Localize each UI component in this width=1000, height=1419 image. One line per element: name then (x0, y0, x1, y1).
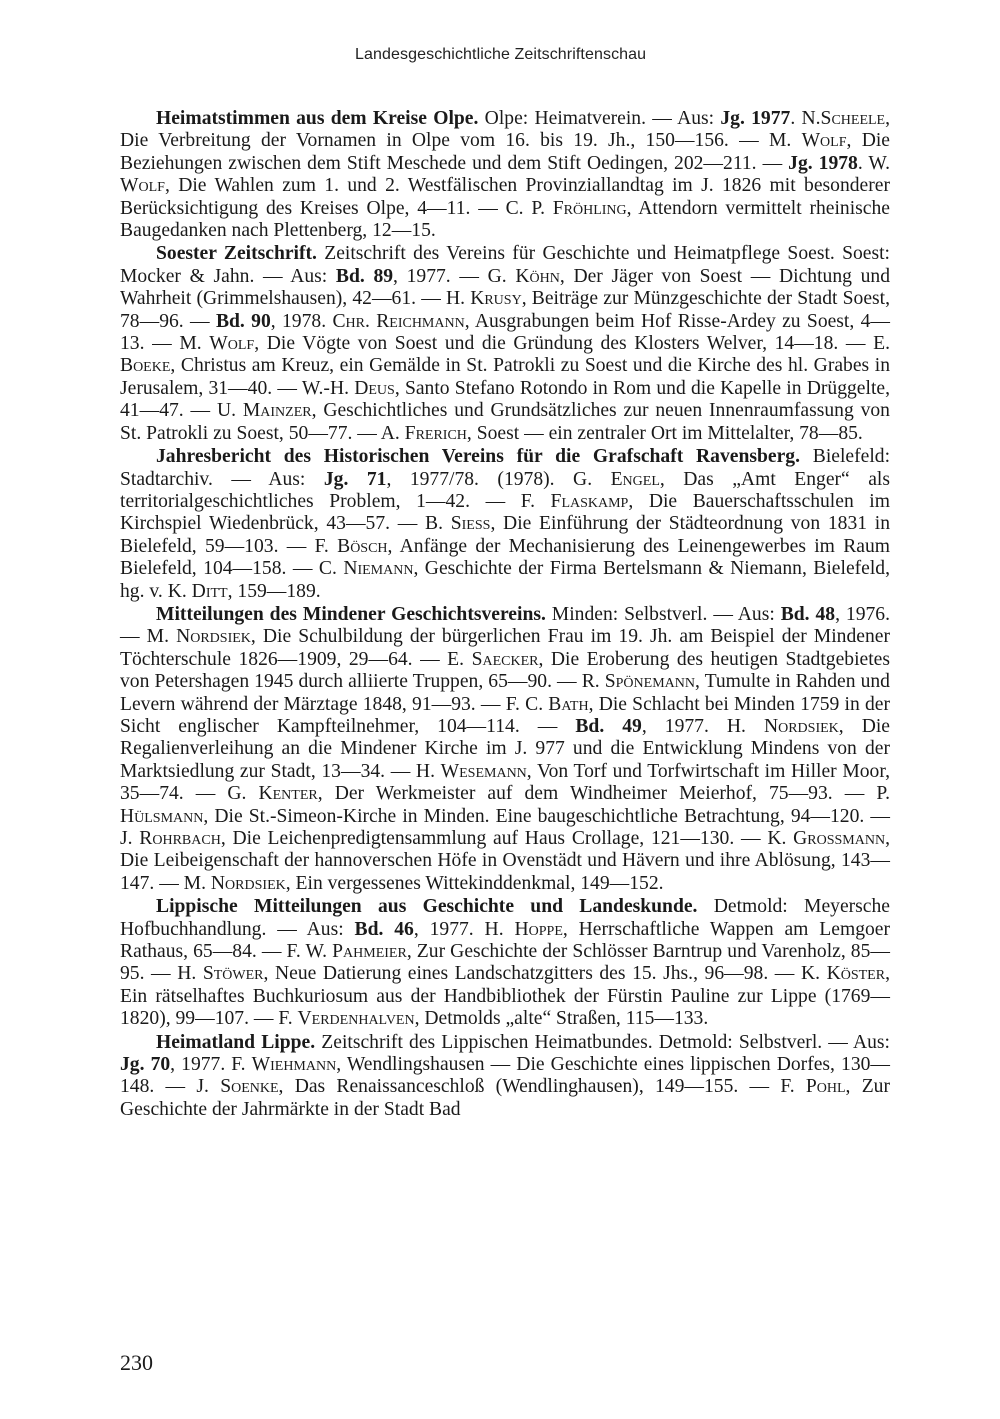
entry-text: , 1978. (270, 310, 333, 332)
bold-term: Bd. 89 (335, 265, 394, 287)
entry-text: , Attendorn vermittelt rheinische Baugedanken nach Plettenberg, 12—15. (120, 197, 890, 242)
author-name: Hoppe (514, 918, 563, 940)
author-name: Niemann (343, 558, 414, 580)
bold-term: Jg. 1978 (788, 152, 858, 174)
entry-text: , Zur Geschichte der Schlösser Barntrup und Varenholz, 85—95. — H. (120, 941, 890, 985)
entry-mitteilungen-minden (120, 604, 890, 895)
entry-text: , Die Wahlen zum 1. und 2. Westfälischen Provinziallandtag im J. 1826 mit besonderer Berücksichtigung des Kreises Olpe, 4—11. — C. P. (120, 175, 890, 219)
author-name: Wolf (801, 130, 847, 152)
entry-text: , Die Bauerschaftsschulen im Kirchspiel Wiedenbrück, 43—57. — B. (120, 490, 890, 535)
entry-lippische-mitteilungen (120, 896, 890, 1030)
author-name: Kenter (258, 783, 318, 805)
bold-term: Soester Zeitschrift. (156, 243, 317, 265)
entry-text: , Die Leichenpredigtensammlung auf Haus Crollage, 121—130. — K. (220, 828, 794, 849)
entry-text: , Santo Stefano Rotondo in Rom und die Kapelle in Drüggelte, 41—47. — U. (120, 377, 890, 422)
entry-text: , Von Torf und Torfwirtschaft im Hiller Moor, 35—74. — G. (120, 760, 890, 805)
entry-text: , Geschichte der Firma Bertelsmann & Niemann, Bielefeld, hg. v. K. (120, 558, 891, 602)
entry-text: , Die Leibeigenschaft der hannoverschen Höfe in Ovenstädt und Hävern und ihre Ablösung, 143—147. — M. (120, 828, 890, 894)
author-name: Wesemann (440, 760, 527, 782)
entry-text: Bielefeld: Stadtarchiv. — Aus: (120, 446, 891, 490)
author-name: Wiehmann (251, 1054, 337, 1076)
entry-heimatland-lippe (120, 1032, 890, 1122)
bold-term: Jg. 70 (120, 1054, 171, 1076)
entry-text: , Zur Geschichte der Jahrmärkte in der Stadt Bad (120, 1076, 890, 1120)
page-number: 230 (120, 1350, 153, 1375)
author-name: Siess (450, 513, 491, 535)
entry-text: , Die Schlacht bei Minden 1759 in der Sicht englischer Kampfteilnehmer, 104—114. — (120, 693, 890, 737)
entry-text: , Detmolds „alte“ Straßen, 115—133. (414, 1008, 709, 1030)
entry-text: , Der Werkmeister auf dem Windheimer Meierhof, 75—93. — P. (317, 783, 890, 805)
author-name: Flaskamp (550, 490, 629, 512)
entry-text: , 1977. F. (170, 1054, 252, 1076)
bold-term: Lippische Mitteilungen aus Geschichte und Landeskunde. (156, 896, 698, 918)
entry-text: , Die Schulbildung der bürgerlichen Frau im 19. Jh. am Beispiel der Mindener Töchterschule 1826—1909, 29—64. — E. (120, 626, 890, 670)
author-name: Bösch (337, 535, 388, 557)
bold-term: Bd. 46 (354, 918, 414, 940)
entry-text: , Die St.-Simeon-Kirche in Minden. Eine baugeschichtliche Betrachtung, 94—120. — J. (120, 805, 890, 849)
entry-text: , Herrschaftliche Wappen am Lemgoer Rathaus, 65—84. — F. W. (120, 918, 891, 963)
bold-term: Jg. 1977 (720, 108, 791, 129)
entry-text: , 1977. — G. (393, 265, 516, 287)
bold-term: Heimatstimmen aus dem Kreise Olpe. (156, 108, 479, 129)
entry-text: , 159—189. (227, 580, 321, 602)
author-name: Pohl (805, 1076, 846, 1098)
entry-text: , Soest — ein zentraler Ort im Mittelalter, 78—85. (466, 422, 863, 444)
author-name: Nordsiek (176, 626, 251, 648)
bold-term: Bd. 90 (215, 310, 271, 332)
entry-text: , Christus am Kreuz, ein Gemälde in St. Patrokli zu Soest und die Kirche des hl. Grabes in Jerusalem, 31—40. — W.-H. (120, 355, 890, 399)
bold-term: Mitteilungen des Mindener Geschichtsvereins. (156, 603, 546, 625)
bold-term: Bd. 48 (780, 603, 836, 625)
entry-text: , 1977. H. (413, 918, 515, 940)
entry-text: , Die Verbreitung der Vornamen in Olpe vom 16. bis 19. Jh., 150—156. — M. (120, 108, 891, 152)
author-name: Nordsiek (763, 715, 839, 737)
entry-text: Olpe: Heimatverein. — Aus: (478, 108, 721, 129)
entry-text: , Neue Datierung eines Landschatzgitters des 15. Jhs., 96—98. — K. (263, 963, 827, 985)
entry-text: , Das Renaissanceschloß (Wendlinghausen), 149—155. — F. (278, 1076, 806, 1098)
author-name: Mainzer (242, 400, 312, 422)
entry-text: Detmold: Meyersche Hofbuchhandlung. — Aus: (120, 896, 890, 940)
author-name: Bath (548, 693, 589, 715)
entry-text: , Ein rätselhaftes Buchkuriosum aus der Handbibliothek der Fürstin Pauline zur Lippe (1769—1820), 99—107. — F. (120, 963, 890, 1030)
author-name: Soenke (220, 1076, 279, 1098)
author-name: Hülsmann (120, 805, 204, 827)
bibliography-body (120, 108, 890, 1122)
author-name: Chr. Reichmann (332, 310, 465, 332)
bold-term: Jahresbericht des Historischen Vereins für die Grafschaft Ravensberg. (156, 446, 800, 468)
author-name: Nordsiek (210, 872, 286, 894)
entry-text: Minden: Selbstverl. — Aus: (545, 603, 781, 625)
author-name: Stöwer (202, 963, 264, 985)
author-name: Grossmann (793, 828, 886, 849)
entry-text: , 1977. H. (641, 715, 764, 737)
entry-text: , 1977/78. (1978). G. (386, 468, 611, 490)
entry-jahresbericht-ravensberg (120, 446, 890, 603)
entry-text: , Tumulte in Rahden und Levern während der Märztage 1848, 91—93. — F. C. (120, 671, 890, 715)
entry-text: , Ausgrabungen beim Hof Risse-Ardey zu Soest, 4—13. — M. (120, 310, 891, 355)
author-name: Boeke (120, 355, 171, 377)
entry-text: , 1976. — M. (120, 603, 891, 648)
author-name: Krusy (470, 288, 522, 310)
entry-text: , Der Jäger von Soest — Dichtung und Wahrheit (Grimmelshausen), 42—61. — H. (120, 265, 890, 310)
bold-term: Jg. 71 (323, 468, 387, 490)
author-name: Engel (610, 468, 660, 490)
author-name: Verdenhalven (297, 1008, 415, 1030)
author-name: Frerich (404, 422, 467, 444)
entry-text: . N. (790, 108, 821, 129)
entry-text: , Die Beziehungen zwischen dem Stift Meschede und dem Stift Oedingen, 202—211. — (120, 130, 890, 174)
author-name: Wolf (209, 333, 255, 355)
entry-text: , Ein vergessenes Wittekinddenkmal, 149—152. (285, 872, 664, 894)
author-name: Saecker (471, 648, 539, 670)
entry-text: , Die Regalienverleihung an die Mindener Kirche im J. 977 und die Entwicklung Mindens von der Marktsiedlung zur Stadt, 13—34. — H. (120, 715, 890, 782)
entry-text: , Anfänge der Mechanisierung des Leinengewerbes im Raum Bielefeld, 104—158. — C. (120, 535, 890, 580)
entry-text: , Die Eroberung des heutigen Stadtgebietes von Petershagen 1945 durch alliierte Truppen, 65—90. — R. (120, 648, 890, 693)
bold-term: Heimatland Lippe. (156, 1031, 316, 1053)
author-name: Ditt (191, 580, 228, 602)
entry-text: , Die Vögte von Soest und die Gründung des Klosters Welver, 14—18. — E. (254, 333, 890, 355)
entry-text: Zeitschrift des Vereins für Geschichte und Heimatpflege Soest. Soest: Mocker & Jahn. — Aus: (120, 243, 890, 287)
author-name: Pahmeier (332, 941, 407, 963)
author-name: Scheele (820, 108, 886, 129)
entry-text: , Beiträge zur Münzgeschichte der Stadt Soest, 78—96. — (120, 288, 890, 332)
entry-text: , Das „Amt Enger“ als territorialgeschichtliches Problem, 1—42. — F. (120, 468, 890, 512)
author-name: Fröhling (552, 197, 627, 219)
author-name: Köster (826, 963, 886, 985)
entry-heimatstimmen-olpe (120, 108, 890, 242)
author-name: Deus (354, 377, 395, 399)
author-name: Spönemann (604, 671, 695, 693)
author-name: Köhn (515, 265, 560, 287)
author-name: Wolf (120, 175, 165, 197)
entry-text: , Geschichtliches und Grundsätzliches zur neuen Innenraumfassung von St. Patrokli zu Soest, 50—77. — A. (120, 400, 890, 444)
entry-soester-zeitschrift (120, 243, 890, 445)
bold-term: Bd. 49 (575, 715, 642, 737)
entry-text: , Die Einführung der Städteordnung von 1831 in Bielefeld, 59—103. — F. (120, 513, 891, 557)
entry-text: Zeitschrift des Lippischen Heimatbundes. Detmold: Selbstverl. — Aus: (315, 1031, 890, 1053)
running-head: Landesgeschichtliche Zeitschriftenschau (355, 46, 647, 63)
author-name: Rohrbach (139, 828, 221, 849)
entry-text: . W. (857, 152, 890, 174)
entry-text: , Wendlingshausen — Die Geschichte eines lippischen Dorfes, 130—148. — J. (120, 1054, 891, 1098)
